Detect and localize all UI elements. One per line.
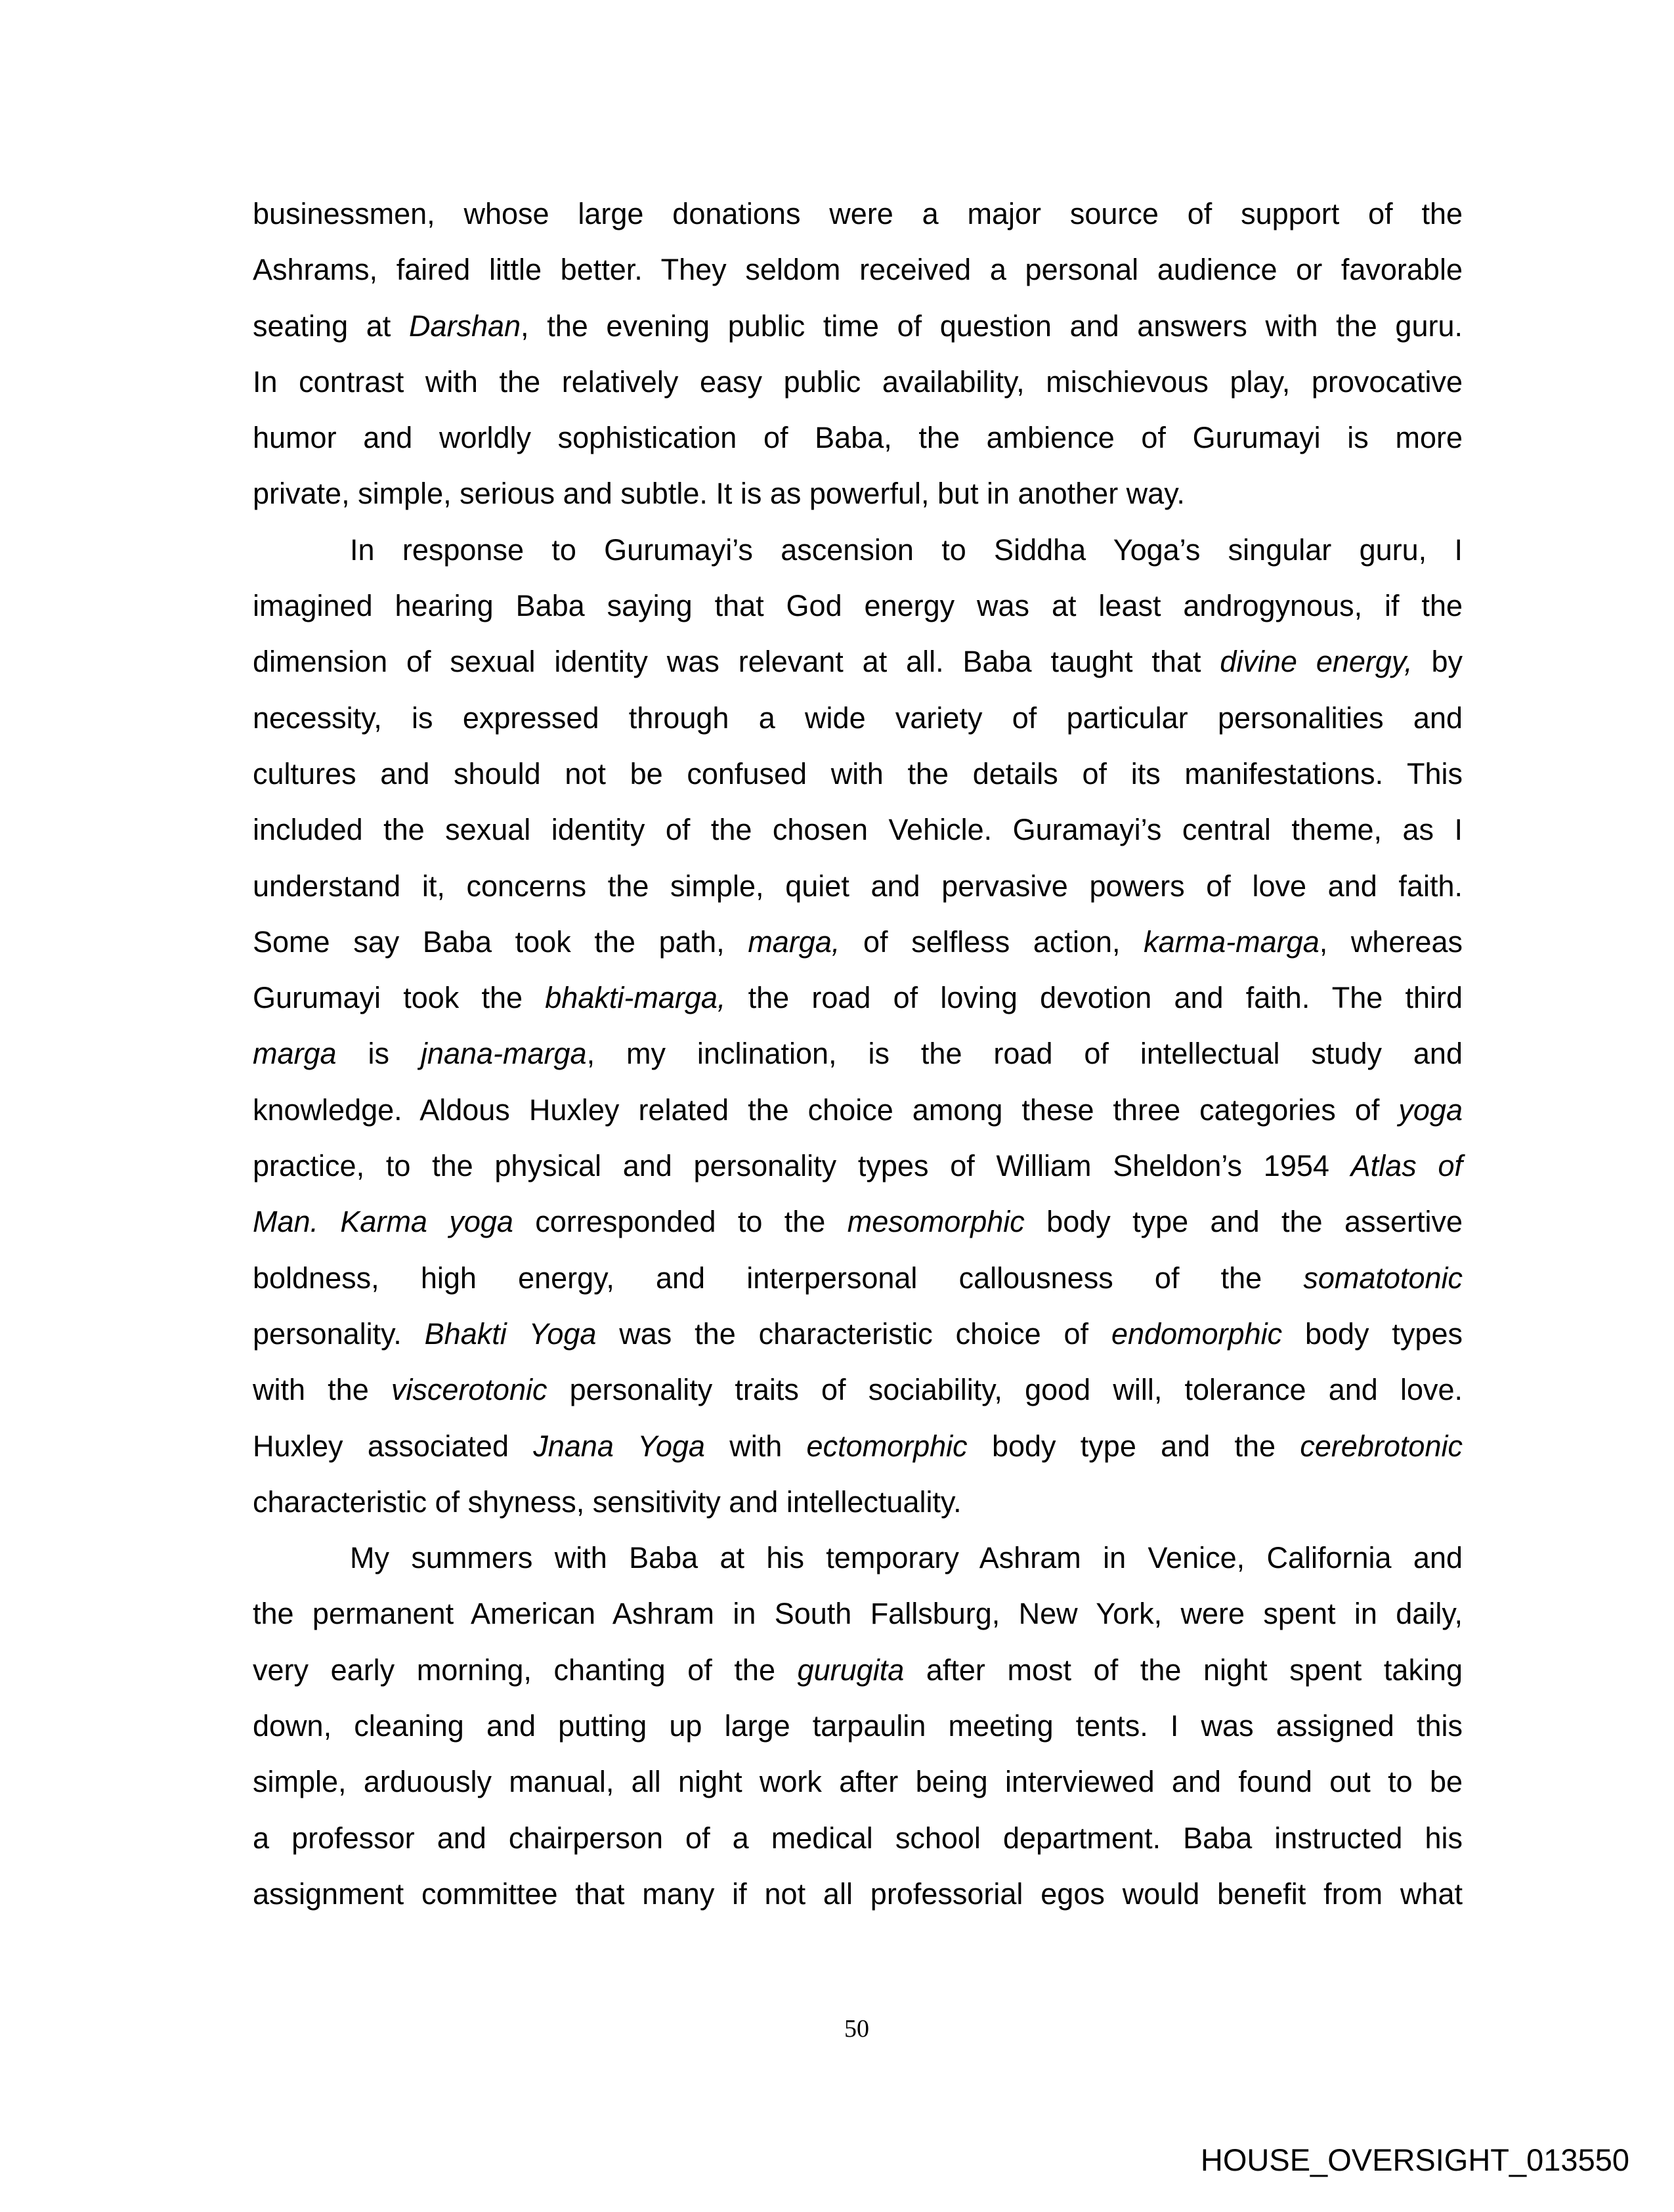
text-run: humor and worldly sophistication of Baba, the ambience of Gurumayi is more	[253, 421, 1463, 455]
italic-term: marga	[253, 1037, 337, 1071]
text-run: body types	[1282, 1316, 1463, 1351]
text-line	[253, 354, 1463, 410]
text-run: necessity, is expressed through a wide variety of particular personalities and	[253, 701, 1463, 735]
text-line	[253, 466, 1463, 521]
text-run: imagined hearing Baba saying that God energy was at least androgynous, if the	[253, 589, 1463, 623]
text-run: personality.	[253, 1316, 425, 1351]
text-line	[253, 1642, 1463, 1698]
italic-term: somatotonic	[1303, 1261, 1463, 1295]
text-run: practice, to the physical and personality types of William Sheldon’s 1954	[253, 1149, 1351, 1183]
text-line	[253, 1810, 1463, 1866]
page-number: 50	[844, 2015, 869, 2043]
text-run: Ashrams, faired little better. They seldom received a personal audience or favorable	[253, 253, 1463, 287]
paragraph	[253, 1530, 1463, 1922]
text-run: body type and the	[967, 1429, 1300, 1463]
paragraph	[253, 186, 1463, 522]
italic-term: ectomorphic	[806, 1429, 968, 1463]
text-run: is	[336, 1037, 421, 1071]
text-run: corresponded to the	[513, 1205, 848, 1239]
italic-term: marga,	[748, 924, 840, 959]
text-line	[253, 1698, 1463, 1754]
italic-term: yoga	[1398, 1093, 1463, 1127]
text-run: In contrast with the relatively easy public availability, mischievous play, provocative	[253, 364, 1463, 399]
text-line	[253, 1194, 1463, 1249]
text-run: knowledge. Aldous Huxley related the choice among these three categories of	[253, 1093, 1399, 1127]
text-run: after most of the night spent taking	[904, 1653, 1463, 1687]
italic-term: Jnana Yoga	[533, 1429, 705, 1463]
text-line	[253, 186, 1463, 242]
italic-term: divine energy,	[1220, 645, 1413, 679]
text-run: the road of loving devotion and faith. The third	[725, 981, 1463, 1015]
text-line	[253, 1754, 1463, 1810]
text-run: personality traits of sociability, good will, tolerance and love.	[547, 1373, 1463, 1407]
text-run: , whereas	[1319, 924, 1463, 959]
text-line	[253, 1250, 1463, 1306]
italic-term: viscerotonic	[391, 1373, 547, 1407]
text-run: by	[1412, 645, 1463, 679]
text-line	[253, 242, 1463, 297]
italic-term: Bhakti Yoga	[424, 1316, 597, 1351]
text-line	[253, 634, 1463, 689]
text-run: dimension of sexual identity was relevant at all. Baba taught that	[253, 645, 1220, 679]
text-line	[253, 1306, 1463, 1362]
text-run: body type and the assertive	[1024, 1205, 1463, 1239]
italic-term: Atlas of	[1350, 1149, 1463, 1183]
text-line	[253, 298, 1463, 354]
text-line	[253, 1362, 1463, 1418]
text-line	[253, 1082, 1463, 1138]
text-run: included the sexual identity of the chosen Vehicle. Guramayi’s central theme, as I	[253, 813, 1463, 847]
italic-term: cerebrotonic	[1300, 1429, 1463, 1463]
text-run: with the	[253, 1373, 391, 1407]
text-run: was the characteristic choice of	[596, 1316, 1111, 1351]
text-run: with	[704, 1429, 807, 1463]
italic-term: endomorphic	[1111, 1316, 1283, 1351]
text-run: a professor and chairperson of a medical school department. Baba instructed his	[253, 1821, 1463, 1855]
text-line	[253, 1138, 1463, 1194]
text-run: Huxley associated	[253, 1429, 534, 1463]
text-run: simple, arduously manual, all night work after being interviewed and found out to be	[253, 1765, 1463, 1799]
text-line	[253, 1474, 1463, 1530]
italic-term: Man. Karma yoga	[253, 1205, 513, 1239]
text-run: , the evening public time of question and answers with the guru.	[521, 309, 1463, 343]
text-line	[253, 522, 1463, 578]
text-run: businessmen, whose large donations were a major source of support of the	[253, 197, 1463, 230]
text-line	[253, 1418, 1463, 1474]
text-line	[253, 1026, 1463, 1081]
text-line	[253, 690, 1463, 746]
italic-term: jnana-marga	[420, 1037, 587, 1071]
text-run: boldness, high energy, and interpersonal callousness of the	[253, 1261, 1304, 1295]
text-run: Gurumayi took the	[253, 981, 546, 1015]
text-run: very early morning, chanting of the	[253, 1653, 798, 1687]
italic-term: gurugita	[797, 1653, 905, 1687]
text-run: cultures and should not be confused with the details of its manifestations. This	[253, 756, 1463, 791]
italic-term: karma-marga	[1144, 924, 1320, 959]
text-line	[253, 410, 1463, 466]
text-line	[253, 1530, 1463, 1586]
text-line	[253, 970, 1463, 1026]
text-line	[253, 802, 1463, 857]
text-line	[253, 578, 1463, 634]
text-run: In response to Gurumayi’s ascension to Siddha Yoga’s singular guru, I	[350, 532, 1463, 567]
italic-term: mesomorphic	[847, 1205, 1025, 1239]
text-line	[253, 746, 1463, 802]
italic-term: Darshan	[408, 309, 521, 343]
text-run: My summers with Baba at his temporary Ashram in Venice, California and	[350, 1541, 1463, 1575]
text-line	[253, 1586, 1463, 1641]
text-run: private, simple, serious and subtle. It is as powerful, but in another way.	[253, 477, 1185, 511]
body-text	[253, 186, 1463, 1922]
text-run: the permanent American Ashram in South Fallsburg, New York, were spent in daily,	[253, 1597, 1463, 1631]
text-run: seating at	[253, 309, 409, 343]
text-run: Some say Baba took the path,	[253, 924, 748, 959]
text-run: characteristic of shyness, sensitivity and intellectuality.	[253, 1485, 962, 1519]
text-run: understand it, concerns the simple, quiet and pervasive powers of love and faith.	[253, 869, 1463, 903]
italic-term: bhakti-marga,	[545, 981, 726, 1015]
text-run: , my inclination, is the road of intellectual study and	[586, 1037, 1463, 1071]
text-run: of selfless action,	[840, 924, 1144, 959]
text-run: down, cleaning and putting up large tarpaulin meeting tents. I was assigned this	[253, 1709, 1463, 1743]
text-run: assignment committee that many if not all professorial egos would benefit from what	[253, 1876, 1463, 1911]
text-line	[253, 914, 1463, 970]
paragraph	[253, 522, 1463, 1530]
text-line	[253, 858, 1463, 914]
bates-stamp: HOUSE_OVERSIGHT_013550	[1200, 2142, 1629, 2177]
text-line	[253, 1866, 1463, 1922]
